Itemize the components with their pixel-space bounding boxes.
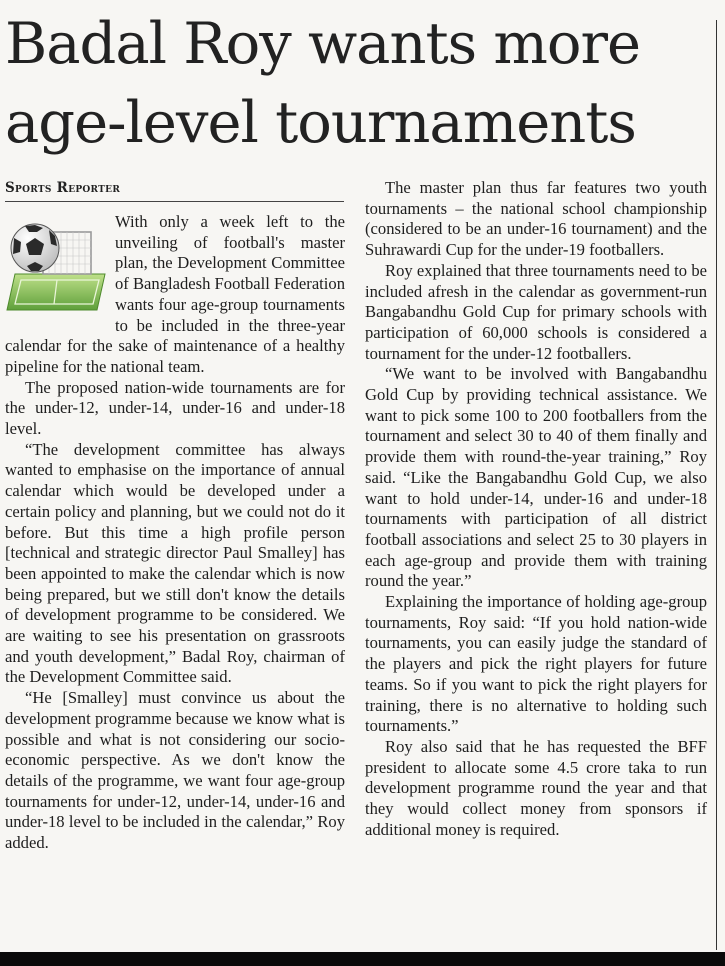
- bottom-bar: [0, 952, 725, 966]
- column-rule: [716, 20, 717, 950]
- paragraph: With only a week left to the unveiling of football's master plan, the Development Committee of Bangladesh Football Federation wants four age-group tournaments to be included in the three-year calendar for the sake of maintenance of a healthy pipeline for the national team.: [5, 212, 345, 376]
- paragraph: Roy also said that he has requested the BFF president to allocate some 4.5 crore taka to run development programme round the year and that they would collect money from sponsors if additional money is required.: [365, 736, 707, 839]
- left-column: [5, 212, 345, 854]
- paragraph: “The development committee has always wanted to emphasise on the importance of annual calendar which would be developed under a certain policy and planning, but we could not do it before. But this time a high profile person [technical and strategic director Paul Smalley] has been appointed to make the calendar which is now being prepared, but we still don't know the details of development programme to be considered. We are waiting to see his presentation on grassroots and youth development,” Badal Roy, chairman of the Development Committee said.: [5, 439, 345, 687]
- headline: Badal Roy wants more age-level tournaments: [5, 10, 641, 156]
- paragraph: The master plan thus far features two youth tournaments – the national school championship (considered to be an under-16 tournament) and the Suhrawardi Cup for the under-19 footballers.: [365, 178, 707, 260]
- paragraph: The proposed nation-wide tournaments are for the under-12, under-14, under-16 and under-18 level.: [5, 377, 345, 439]
- paragraph: “He [Smalley] must convince us about the development programme because we know what is possible and what is not considering our socio-economic perspective. As we don't know the details of the programme, we want four age-group tournaments for under-12, under-14, under-16 and under-18 level to be included in the calendar,” Roy added.: [5, 688, 345, 853]
- paragraph: Explaining the importance of holding age-group tournaments, Roy said: “If you hold nation-wide tournaments, you can easily judge the standard of the players and pick the right players for future teams. So if you want to pick the right players for training, there is no alternative to holding such tournaments.”: [365, 592, 707, 736]
- byline: Sports Reporter: [5, 180, 121, 196]
- football-goal-icon: [5, 214, 107, 314]
- paragraph: Roy explained that three tournaments need to be included afresh in the calendar as government-run Bangabandhu Gold Cup for primary schools with participation of 60,000 schools is considered a tournament for the under-12 footballers.: [365, 260, 707, 363]
- byline-rule: [5, 201, 344, 202]
- paragraph: “We want to be involved with Bangabandhu Gold Cup by providing technical assistance. We want to pick some 100 to 200 footballers from the tournament and select 30 to 40 of them finally and provide them with round-the-year training,” Roy said. “Like the Bangabandhu Gold Cup, we also want to hold under-14, under-16 and under-18 tournaments with participation of all district football associations and select 25 to 30 players in each age-group and provide them with training round the year.”: [365, 364, 707, 591]
- right-column: [365, 178, 707, 841]
